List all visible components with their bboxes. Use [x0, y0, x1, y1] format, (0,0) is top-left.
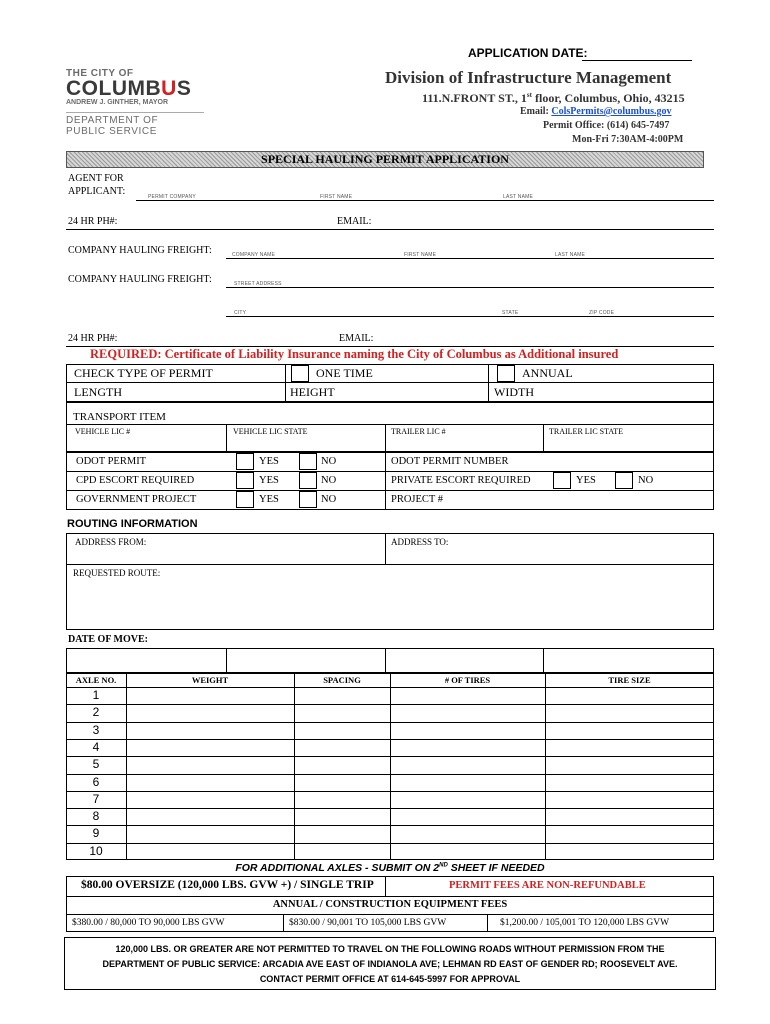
questions-col1 — [385, 452, 386, 510]
office-hours: Mon-Fri 7:30AM-4:00PM — [572, 134, 684, 145]
axle-header-spacing: SPACING — [323, 675, 361, 685]
annual-fees-heading: ANNUAL / CONSTRUCTION EQUIPMENT FEES — [272, 899, 508, 910]
gov-no-checkbox[interactable] — [299, 491, 317, 508]
cpd-yes-checkbox[interactable] — [236, 472, 254, 489]
axle-row-divider — [66, 704, 714, 705]
trailer-lic-label: TRAILER LIC # — [391, 427, 446, 436]
date-of-move-label: DATE OF MOVE: — [68, 634, 148, 645]
odot-yes-checkbox[interactable] — [236, 453, 254, 470]
gov-no-label: NO — [321, 494, 337, 505]
axle-top-col2 — [385, 648, 386, 673]
cpd-no-label: NO — [321, 475, 337, 486]
transport-label: TRANSPORT ITEM — [73, 411, 166, 423]
permit-type-col2 — [488, 364, 489, 402]
odot-no-checkbox[interactable] — [299, 453, 317, 470]
check-type-label: CHECK TYPE OF PERMIT — [74, 366, 213, 380]
axle-top-row — [66, 648, 714, 673]
application-date-line[interactable] — [582, 60, 692, 61]
routing-col — [385, 533, 386, 564]
private-no-checkbox[interactable] — [615, 472, 633, 489]
axle-header-tire-size: TIRE SIZE — [608, 675, 651, 685]
logo-dept: DEPARTMENT OF — [66, 115, 159, 126]
odot-no-label: NO — [321, 456, 337, 467]
cpd-no-checkbox[interactable] — [299, 472, 317, 489]
hauling1-sub-first: FIRST NAME — [404, 252, 437, 258]
private-yes-checkbox[interactable] — [553, 472, 571, 489]
transport-col1 — [226, 424, 227, 452]
ph1-email-label: EMAIL: — [337, 216, 372, 227]
cpd-yes-label: YES — [259, 475, 279, 486]
fee-tier-2: $830.00 / 90,001 TO 105,000 LBS GVW — [289, 918, 447, 928]
hauling2-sub-city: CITY — [234, 310, 247, 316]
private-no-label: NO — [638, 475, 654, 486]
additional-axles-note: FOR ADDITIONAL AXLES - SUBMIT ON 2ND SHEET IF NEEDED — [235, 862, 545, 874]
logo-divider — [66, 112, 204, 113]
axle-row-divider — [66, 791, 714, 792]
hauling1-input-line[interactable] — [226, 258, 714, 259]
axle-row-divider — [66, 774, 714, 775]
odot-yes-label: YES — [259, 456, 279, 467]
routing-divider — [66, 564, 714, 565]
axle-col2 — [294, 673, 295, 860]
division-title: Division of Infrastructure Management — [385, 68, 672, 87]
hauling1-sub-company: COMPANY NAME — [232, 252, 276, 258]
fee-tier-3: $1,200.00 / 105,001 TO 120,000 LBS GVW — [500, 918, 670, 928]
axle-row-divider — [66, 739, 714, 740]
ph1-label: 24 HR PH#: — [68, 216, 118, 227]
agent-sub-first: FIRST NAME — [320, 194, 353, 200]
fees-col-b — [487, 914, 488, 932]
routing-heading: ROUTING INFORMATION — [67, 518, 198, 530]
fees-row2-divider — [66, 914, 714, 915]
hauling1-sub-last: LAST NAME — [555, 252, 586, 258]
agent-label-1: AGENT FOR — [68, 173, 124, 184]
odot-permit-label: ODOT PERMIT — [76, 456, 147, 467]
email-link[interactable]: ColsPermits@columbus.gov — [551, 106, 672, 117]
height-label: HEIGHT — [290, 385, 335, 399]
axle-col1 — [126, 673, 127, 860]
transport-divider — [66, 424, 714, 425]
axle-row-divider — [66, 825, 714, 826]
private-escort-label: PRIVATE ESCORT REQUIRED — [391, 475, 531, 486]
transport-col2 — [385, 424, 386, 452]
annual-label: ANNUAL — [522, 366, 573, 380]
requested-route-label[interactable]: REQUESTED ROUTE: — [73, 568, 161, 578]
axle-header-tires: # OF TIRES — [444, 675, 491, 685]
gov-yes-checkbox[interactable] — [236, 491, 254, 508]
hauling2-sub-state: STATE — [502, 310, 519, 316]
axle-row-number: 10 — [89, 843, 103, 858]
fees-row1-divider — [66, 896, 714, 897]
hauling2-city-line[interactable] — [226, 316, 714, 317]
oversize-fee: $80.00 OVERSIZE (120,000 LBS. GVW +) / SINGLE TRIP — [81, 879, 374, 891]
division-address: 111.N.FRONT ST., 1st floor, Columbus, Ohio, 43215 — [422, 91, 685, 105]
axle-row-number: 6 — [92, 774, 100, 789]
odot-permit-number-label: ODOT PERMIT NUMBER — [391, 456, 509, 467]
permit-office-phone: Permit Office: (614) 645-7497 — [543, 120, 670, 131]
fees-col-top — [385, 876, 386, 896]
agent-input-line[interactable] — [136, 200, 714, 201]
title-text: SPECIAL HAULING PERMIT APPLICATION — [261, 152, 509, 166]
project-number-label: PROJECT # — [391, 494, 444, 505]
ph2-label: 24 HR PH#: — [68, 333, 118, 344]
address-to-label[interactable]: ADDRESS TO: — [391, 537, 449, 547]
hauling1-label: COMPANY HAULING FREIGHT: — [68, 245, 212, 256]
hauling2-sub-zip: ZIP CODE — [589, 310, 615, 316]
logo-mayor: ANDREW J. GINTHER, MAYOR — [66, 99, 169, 106]
transport-col3 — [543, 424, 544, 452]
division-email: Email: ColsPermits@columbus.gov — [520, 106, 672, 117]
fees-col-a — [283, 914, 284, 932]
agent-sub-last: LAST NAME — [503, 194, 534, 200]
axle-top-col1 — [226, 648, 227, 673]
hauling2-sub-street: STREET ADDRESS — [234, 281, 282, 287]
application-date-label: APPLICATION DATE: — [468, 46, 588, 60]
fee-tier-1: $380.00 / 80,000 TO 90,000 LBS GVW — [72, 918, 225, 928]
gov-yes-label: YES — [259, 494, 279, 505]
hauling2-street-line[interactable] — [226, 287, 714, 288]
footer-notice-line3: CONTACT PERMIT OFFICE AT 614-645-5997 FOR APPROVAL — [259, 974, 521, 984]
axle-row-number: 2 — [92, 705, 100, 720]
axle-col4 — [545, 673, 546, 860]
vehicle-lic-label: VEHICLE LIC # — [75, 427, 131, 436]
required-notice: REQUIRED: Certificate of Liability Insurance naming the City of Columbus as Additional insured — [90, 347, 619, 361]
agent-sub-company: PERMIT COMPANY — [148, 194, 196, 200]
axle-top-col3 — [543, 648, 544, 673]
ph1-input-line[interactable] — [66, 229, 714, 230]
gov-project-label: GOVERNMENT PROJECT — [76, 494, 197, 505]
axle-row-divider — [66, 808, 714, 809]
axle-row-divider — [66, 722, 714, 723]
routing-table — [66, 533, 714, 630]
axle-row-divider — [66, 756, 714, 757]
axle-row-number: 4 — [92, 739, 100, 754]
city-logo — [66, 68, 216, 137]
agent-label-2: APPLICANT: — [68, 186, 126, 197]
address-from-label[interactable]: ADDRESS FROM: — [75, 537, 147, 547]
axle-row-number: 8 — [92, 809, 100, 824]
hauling2-label: COMPANY HAULING FREIGHT: — [68, 274, 212, 285]
cpd-escort-label: CPD ESCORT REQUIRED — [76, 475, 195, 486]
ph2-email-label: EMAIL: — [339, 333, 374, 344]
permit-type-row-divider — [66, 382, 714, 383]
axle-row-number: 7 — [92, 791, 100, 806]
axle-row-number: 3 — [92, 722, 100, 737]
trailer-lic-state-label: TRAILER LIC STATE — [549, 427, 624, 436]
private-yes-label: YES — [576, 475, 596, 486]
axle-header-axle-no: AXLE NO. — [75, 675, 117, 685]
footer-notice-line2: DEPARTMENT OF PUBLIC SERVICE: ARCADIA AVE EAST OF INDIANOLA AVE; LEHMAN RD EAST OF GENDER RD; ROOSEVELT AVE. — [102, 959, 678, 969]
length-label: LENGTH — [74, 385, 122, 399]
logo-columbus: COLUMBUS — [66, 77, 192, 100]
non-refundable-notice: PERMIT FEES ARE NON-REFUNDABLE — [449, 880, 646, 891]
one-time-label: ONE TIME — [316, 366, 373, 380]
axle-row-number: 9 — [92, 826, 100, 841]
axle-col3 — [390, 673, 391, 860]
footer-notice-line1: 120,000 LBS. OR GREATER ARE NOT PERMITTED TO TRAVEL ON THE FOLLOWING ROADS WITHOUT PERMISSION FROM THE — [115, 944, 665, 954]
annual-checkbox[interactable] — [497, 365, 515, 382]
questions-row2-divider — [66, 490, 714, 491]
axle-row-divider — [66, 843, 714, 844]
axle-header-weight: WEIGHT — [191, 675, 229, 685]
permit-type-col1 — [285, 364, 286, 402]
one-time-checkbox[interactable] — [291, 365, 309, 382]
width-label: WIDTH — [494, 385, 534, 399]
axle-row-number: 1 — [92, 688, 100, 702]
logo-public-service: PUBLIC SERVICE — [66, 126, 158, 137]
logo-line1: THE CITY OF — [66, 68, 134, 79]
vehicle-lic-state-label: VEHICLE LIC STATE — [233, 427, 308, 436]
axle-row-number: 5 — [92, 757, 100, 772]
